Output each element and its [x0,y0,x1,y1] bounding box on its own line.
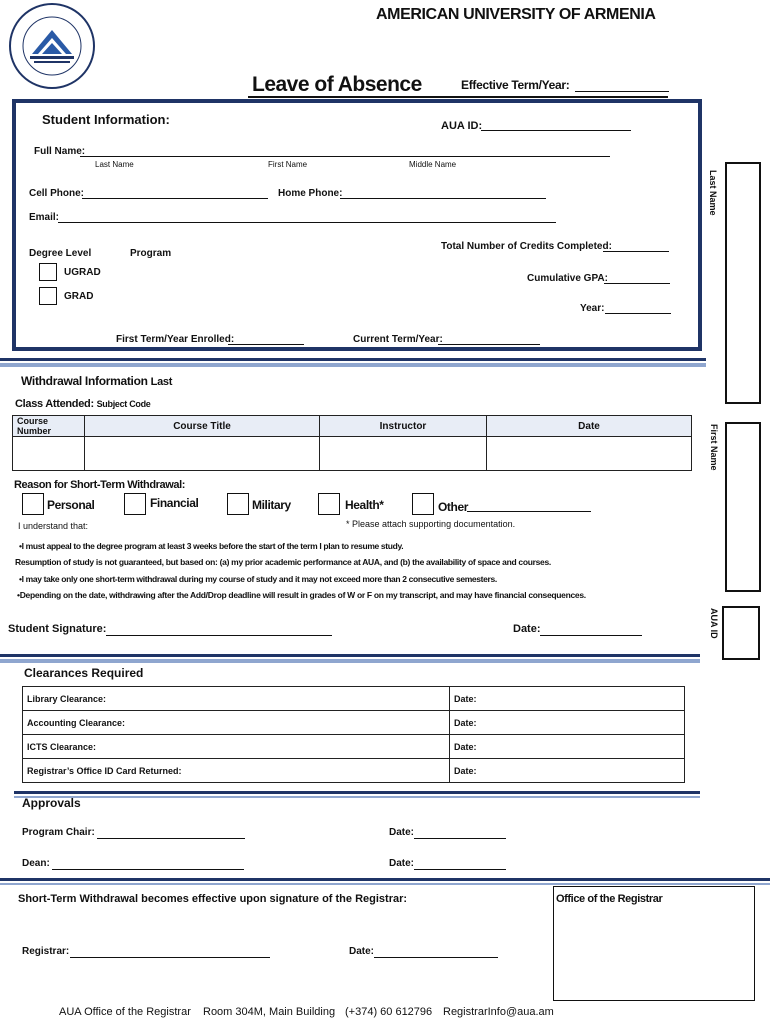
registrar-date-field[interactable] [374,957,498,958]
financial-checkbox[interactable] [124,493,146,515]
clearance-label: Library Clearance: [23,687,450,711]
email-field[interactable] [58,222,556,223]
cell-phone-label: Cell Phone: [29,188,85,199]
sidebar-first-name-box[interactable] [725,422,761,592]
section-divider [0,659,700,663]
home-phone-field[interactable] [340,198,546,199]
personal-checkbox[interactable] [22,493,44,515]
table-row [23,759,685,783]
effective-term-label: Effective Term/Year: [461,78,570,92]
form-title: Leave of Absence [252,73,422,96]
course-table [12,415,692,471]
first-term-field[interactable] [228,344,304,345]
section-divider [14,796,700,798]
statement-3: •I may take only one short-term withdrawal during my course of study and it may not exceed more than 2 consecutive semesters. [19,574,497,584]
approvals-heading: Approvals [22,796,81,810]
aua-id-field[interactable] [481,130,631,131]
table-row [23,687,685,711]
section-divider [14,791,700,794]
grad-checkbox[interactable] [39,287,57,305]
signature-date-field[interactable] [540,635,642,636]
personal-label: Personal [47,498,95,512]
clearance-date[interactable]: Date: [450,735,685,759]
other-field[interactable] [467,511,591,512]
statement-2: Resumption of study is not guaranteed, but based on: (a) my prior academic performance at AUA, and (b) the availability of space and courses. [15,557,551,567]
aua-id-label: AUA ID: [441,120,483,132]
credits-label: Total Number of Credits Completed: [441,241,612,252]
grad-label: GRAD [64,291,94,302]
sidebar-last-name-box[interactable] [725,162,761,404]
ugrad-checkbox[interactable] [39,263,57,281]
clearance-date[interactable]: Date: [450,759,685,783]
military-checkbox[interactable] [227,493,249,515]
office-of-registrar-label: Office of the Registrar [556,893,663,905]
sidebar-first-name-label: First Name [709,424,719,471]
registrar-label: Registrar: [22,946,70,957]
full-name-field[interactable] [80,156,610,157]
sidebar-aua-id-box[interactable] [722,606,760,660]
dean-date-label: Date: [389,858,415,869]
health-checkbox[interactable] [318,493,340,515]
clearance-label: ICTS Clearance: [23,735,450,759]
last-name-caption: Last Name [95,160,134,169]
current-term-field[interactable] [438,344,540,345]
email-label: Email: [29,212,60,223]
financial-label: Financial [150,496,199,510]
signature-date-label: Date: [513,623,541,635]
attach-note: * Please attach supporting documentation. [346,519,516,529]
student-signature-label: Student Signature: [8,623,107,635]
table-row [23,711,685,735]
footer-office: AUA Office of the Registrar [59,1006,191,1018]
middle-name-caption: Middle Name [409,160,457,169]
university-seal [8,2,96,90]
section-divider [0,878,770,881]
first-term-label: First Term/Year Enrolled: [116,334,235,345]
class-attended-label: Class Attended: Subject Code [15,398,151,410]
effective-note: Short-Term Withdrawal becomes effective upon signature of the Registrar: [18,893,408,905]
full-name-label: Full Name: [34,146,86,157]
understand-label: I understand that: [18,521,89,531]
section-divider [0,358,706,361]
footer-room: Room 304M, Main Building [203,1006,336,1018]
gpa-label: Cumulative GPA: [527,273,608,284]
ugrad-label: UGRAD [64,267,101,278]
column-header: Date [487,416,692,437]
clearance-label: Registrar’s Office ID Card Returned: [23,759,450,783]
other-checkbox[interactable] [412,493,434,515]
statement-1: •I must appeal to the degree program at least 3 weeks before the start of the term I plan to resume study. [19,541,404,551]
program-chair-field[interactable] [97,838,245,839]
course-title-cell[interactable] [85,437,320,471]
dean-label: Dean: [22,858,50,869]
program-chair-label: Program Chair: [22,827,95,838]
column-header: Instructor [320,416,487,437]
program-label: Program [130,248,172,259]
sidebar-aua-id-label: AUA ID [709,608,719,639]
program-chair-date-field[interactable] [414,838,506,839]
year-label: Year: [580,303,605,314]
clearance-date[interactable]: Date: [450,711,685,735]
degree-level-label: Degree Level [29,248,92,259]
first-name-caption: First Name [268,160,308,169]
program-chair-date-label: Date: [389,827,415,838]
clearance-label: Accounting Clearance: [23,711,450,735]
section-divider [0,363,706,367]
statement-4: •Depending on the date, withdrawing after the Add/Drop deadline will result in grades of W or F on my transcript, and may have financial consequences. [17,590,586,600]
clearances-heading: Clearances Required [24,666,144,680]
footer-email[interactable]: RegistrarInfo@aua.am [443,1006,554,1018]
other-label: Other [438,500,469,514]
student-signature-field[interactable] [106,635,332,636]
registrar-date-label: Date: [349,946,375,957]
clearance-date[interactable]: Date: [450,687,685,711]
credits-field[interactable] [603,251,669,252]
withdrawal-heading: Withdrawal Information Last [21,374,173,388]
clearances-table [22,686,685,783]
footer-phone: (+374) 60 612796 [345,1006,433,1018]
course-number-cell[interactable] [13,437,85,471]
dean-date-field[interactable] [414,869,506,870]
cell-phone-field[interactable] [82,198,268,199]
student-info-heading: Student Information: [42,112,170,127]
dean-field[interactable] [52,869,244,870]
effective-term-field[interactable] [575,91,669,92]
reason-heading: Reason for Short-Term Withdrawal: [14,479,186,491]
column-header: Course Title [85,416,320,437]
year-field[interactable] [605,313,671,314]
current-term-label: Current Term/Year: [353,334,443,345]
health-label: Health* [345,498,384,512]
sidebar-last-name-label: Last Name [708,170,718,216]
date-cell[interactable] [487,437,692,471]
university-name: AMERICAN UNIVERSITY OF ARMENIA [376,6,656,23]
military-label: Military [252,498,291,512]
gpa-field[interactable] [604,283,670,284]
section-divider [0,654,700,657]
instructor-cell[interactable] [320,437,487,471]
column-header: Course Number [13,416,85,437]
table-row [23,735,685,759]
section-divider [0,883,770,885]
home-phone-label: Home Phone: [278,188,343,199]
table-row [13,437,692,471]
registrar-field[interactable] [70,957,270,958]
